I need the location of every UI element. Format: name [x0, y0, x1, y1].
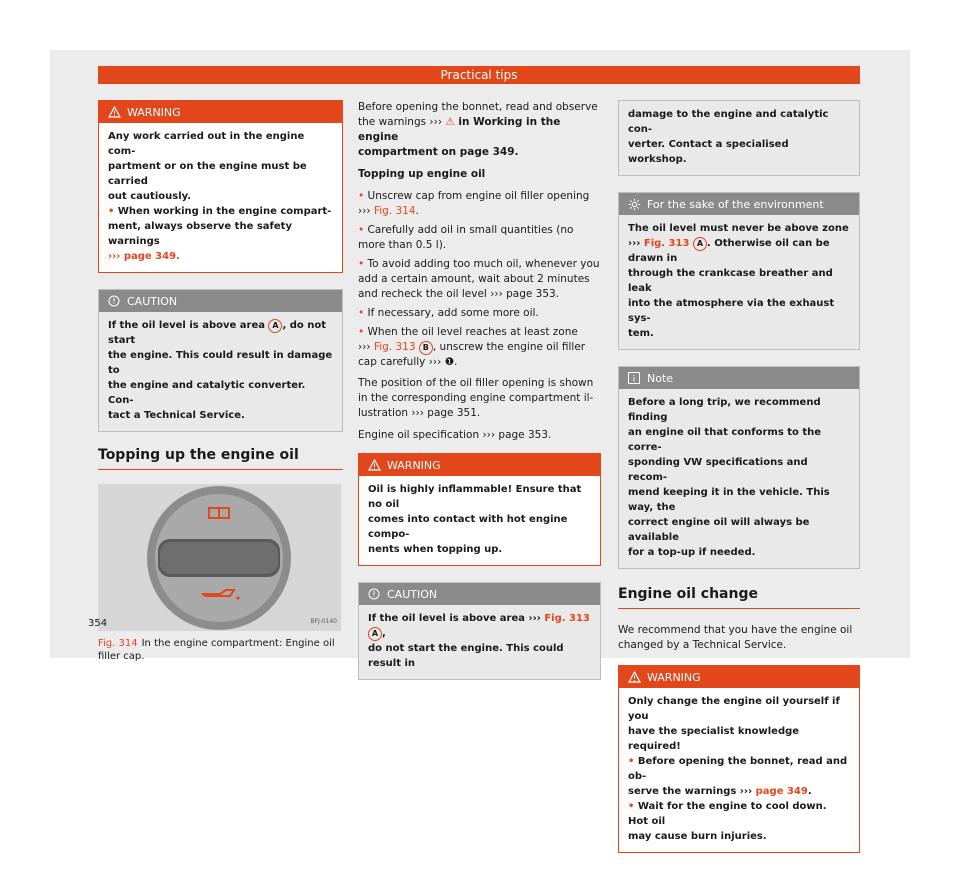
bullet-item: • If necessary, add some more oil. [358, 306, 601, 321]
caution-box: CAUTION If the oil level is above area ››› Fig. 313 A , do not start the engine. This could result in [358, 582, 601, 680]
text-line: the engine and catalytic converter. Con- [108, 380, 306, 406]
caption-text: In the engine compartment: Engine oil [141, 638, 335, 649]
caution-label: CAUTION [127, 294, 178, 308]
text-line: , do not start [108, 320, 327, 346]
bullet-item: • To avoid adding too much oil, whenever you [358, 257, 601, 272]
text-line: Any work carried out in the engine com- [108, 131, 305, 157]
caution-continuation-box: damage to the engine and catalytic con- verter. Contact a specialised workshop. [618, 100, 860, 176]
figure-link[interactable]: Fig. 313 [373, 341, 416, 353]
figure-caption [98, 637, 343, 663]
bullet-item: • Carefully add oil in small quantities (no [358, 223, 601, 238]
caption-text: filler cap. [98, 651, 145, 662]
figure-link[interactable]: Fig. 314 [373, 205, 416, 217]
paragraph: We recommend that you have the engine oil changed by a Technical Service. [618, 624, 853, 651]
figure-link[interactable]: Fig. 313 [544, 613, 590, 624]
text-line: partment or on the engine must be carried [108, 161, 307, 187]
warning-box [98, 100, 343, 273]
info-circle-icon [107, 294, 121, 308]
bullet-item: • Unscrew cap from engine oil filler opening [358, 189, 601, 204]
bullet-item: • Wait for the engine to cool down. Hot oil [628, 799, 850, 829]
text-line: out cautiously. [108, 191, 192, 202]
figure-link[interactable]: Fig. 313 [643, 238, 690, 249]
area-marker: A [368, 627, 382, 641]
figure-code: BFJ-0140 [310, 618, 337, 625]
text-line: ment, always observe the safety warnings [108, 221, 292, 247]
environment-box: For the sake of the environment The oil level must never be above zone ››› Fig. 313 A . Otherwise oil can be drawn in through the crankcase breather and leak into the atmosphere via the exhaust sys- tem. [618, 192, 860, 350]
column-1 [98, 100, 343, 663]
environment-icon [627, 197, 641, 211]
oil-filler-cap-image [98, 484, 341, 631]
subheading: Topping up engine oil [358, 168, 486, 180]
text-line: the engine. This could result in damage to [108, 350, 333, 376]
warning-box: WARNING Oil is highly inflammable! Ensure that no oil comes into contact with hot engine compo- nents when topping up. [358, 453, 601, 566]
info-square-icon [627, 371, 641, 385]
bullet-item: • Before opening the bonnet, read and ob- [628, 754, 850, 784]
text-line: If the oil level is above area [108, 320, 269, 331]
warning-icon [627, 670, 641, 684]
environment-label: For the sake of the environment [647, 197, 824, 211]
page-link[interactable]: ››› page 349. [108, 251, 180, 262]
intro-paragraph: Before opening the bonnet, read and observe the warnings ››› ⚠ in Working in the engine compartment on page 349. [358, 101, 598, 158]
section-title: Topping up the engine oil [98, 448, 343, 470]
warning-icon [107, 105, 121, 119]
note-label: Note [647, 371, 674, 385]
warning-icon [367, 458, 381, 472]
page-header: Practical tips [98, 66, 860, 84]
warning-box: WARNING Only change the engine oil yourself if you have the specialist knowledge required! • Before opening the bonnet, read and ob- serve the warnings ››› page 349. • Wait for the engine to cool down. Hot oil may cause burn injuries. [618, 665, 860, 853]
oil-cap-figure [98, 484, 341, 631]
section-title: Engine oil change [618, 587, 860, 609]
page-number: 354 [88, 618, 108, 629]
paragraph: Engine oil specification ››› page 353. [358, 429, 552, 441]
bullet-item: • When the oil level reaches at least zone [358, 325, 601, 340]
bullet-item: • When working in the engine compart- [108, 204, 333, 219]
paragraph: The position of the oil filler opening is shown in the corresponding engine compartment il- lustration ››› page 351. [358, 377, 594, 419]
area-marker: A [693, 237, 707, 251]
column-3 [618, 100, 860, 869]
warning-label: WARNING [387, 458, 441, 472]
note-box: Note Before a long trip, we recommend finding an engine oil that conforms to the corre- sponding VW specifications and recom- mend keeping it in the vehicle. This way, the correct engine oil will always be available for a top-up if needed. [618, 366, 860, 569]
area-marker: A [268, 319, 282, 333]
text-line: tact a Technical Service. [108, 410, 245, 421]
column-2: Before opening the bonnet, read and observe the warnings ››› ⚠ in Working in the engine compartment on page 349. Topping up engine oil • Unscrew cap from engine oil filler opening ››› Fig. 314. • Carefully add oil in small quantities (no more than 0.5 l). • To avoid adding too much oil, whenever you add a certain amount, wait about 2 minutes and recheck the oil level ››› page 353. • If necessary, add some more oil. • When the oil level reaches at least zone ››› Fig. 313 B , unscrew the engine oil filler cap carefully ››› ❶. The position of the oil filler opening is shown in the corresponding engine compartment il- lustration ››› page 351. Engine oil specification ››› page 353. WARNING Oil is highly inflammable! Ensure that no oil comes into contact with hot engine compo- nents when topping up. CAUTION If the oil level is above area ››› Fig. 313 A , do not start the engine. This could result in [358, 100, 601, 696]
caution-label: CAUTION [387, 587, 438, 601]
warning-label: WARNING [127, 105, 181, 119]
info-circle-icon [367, 587, 381, 601]
caution-box [98, 289, 343, 432]
page-link[interactable]: page 349 [755, 786, 808, 797]
warning-icon: ⚠ [445, 116, 455, 128]
warning-label: WARNING [647, 670, 701, 684]
area-marker: B [419, 341, 433, 355]
figure-number: Fig. 314 [98, 638, 138, 649]
